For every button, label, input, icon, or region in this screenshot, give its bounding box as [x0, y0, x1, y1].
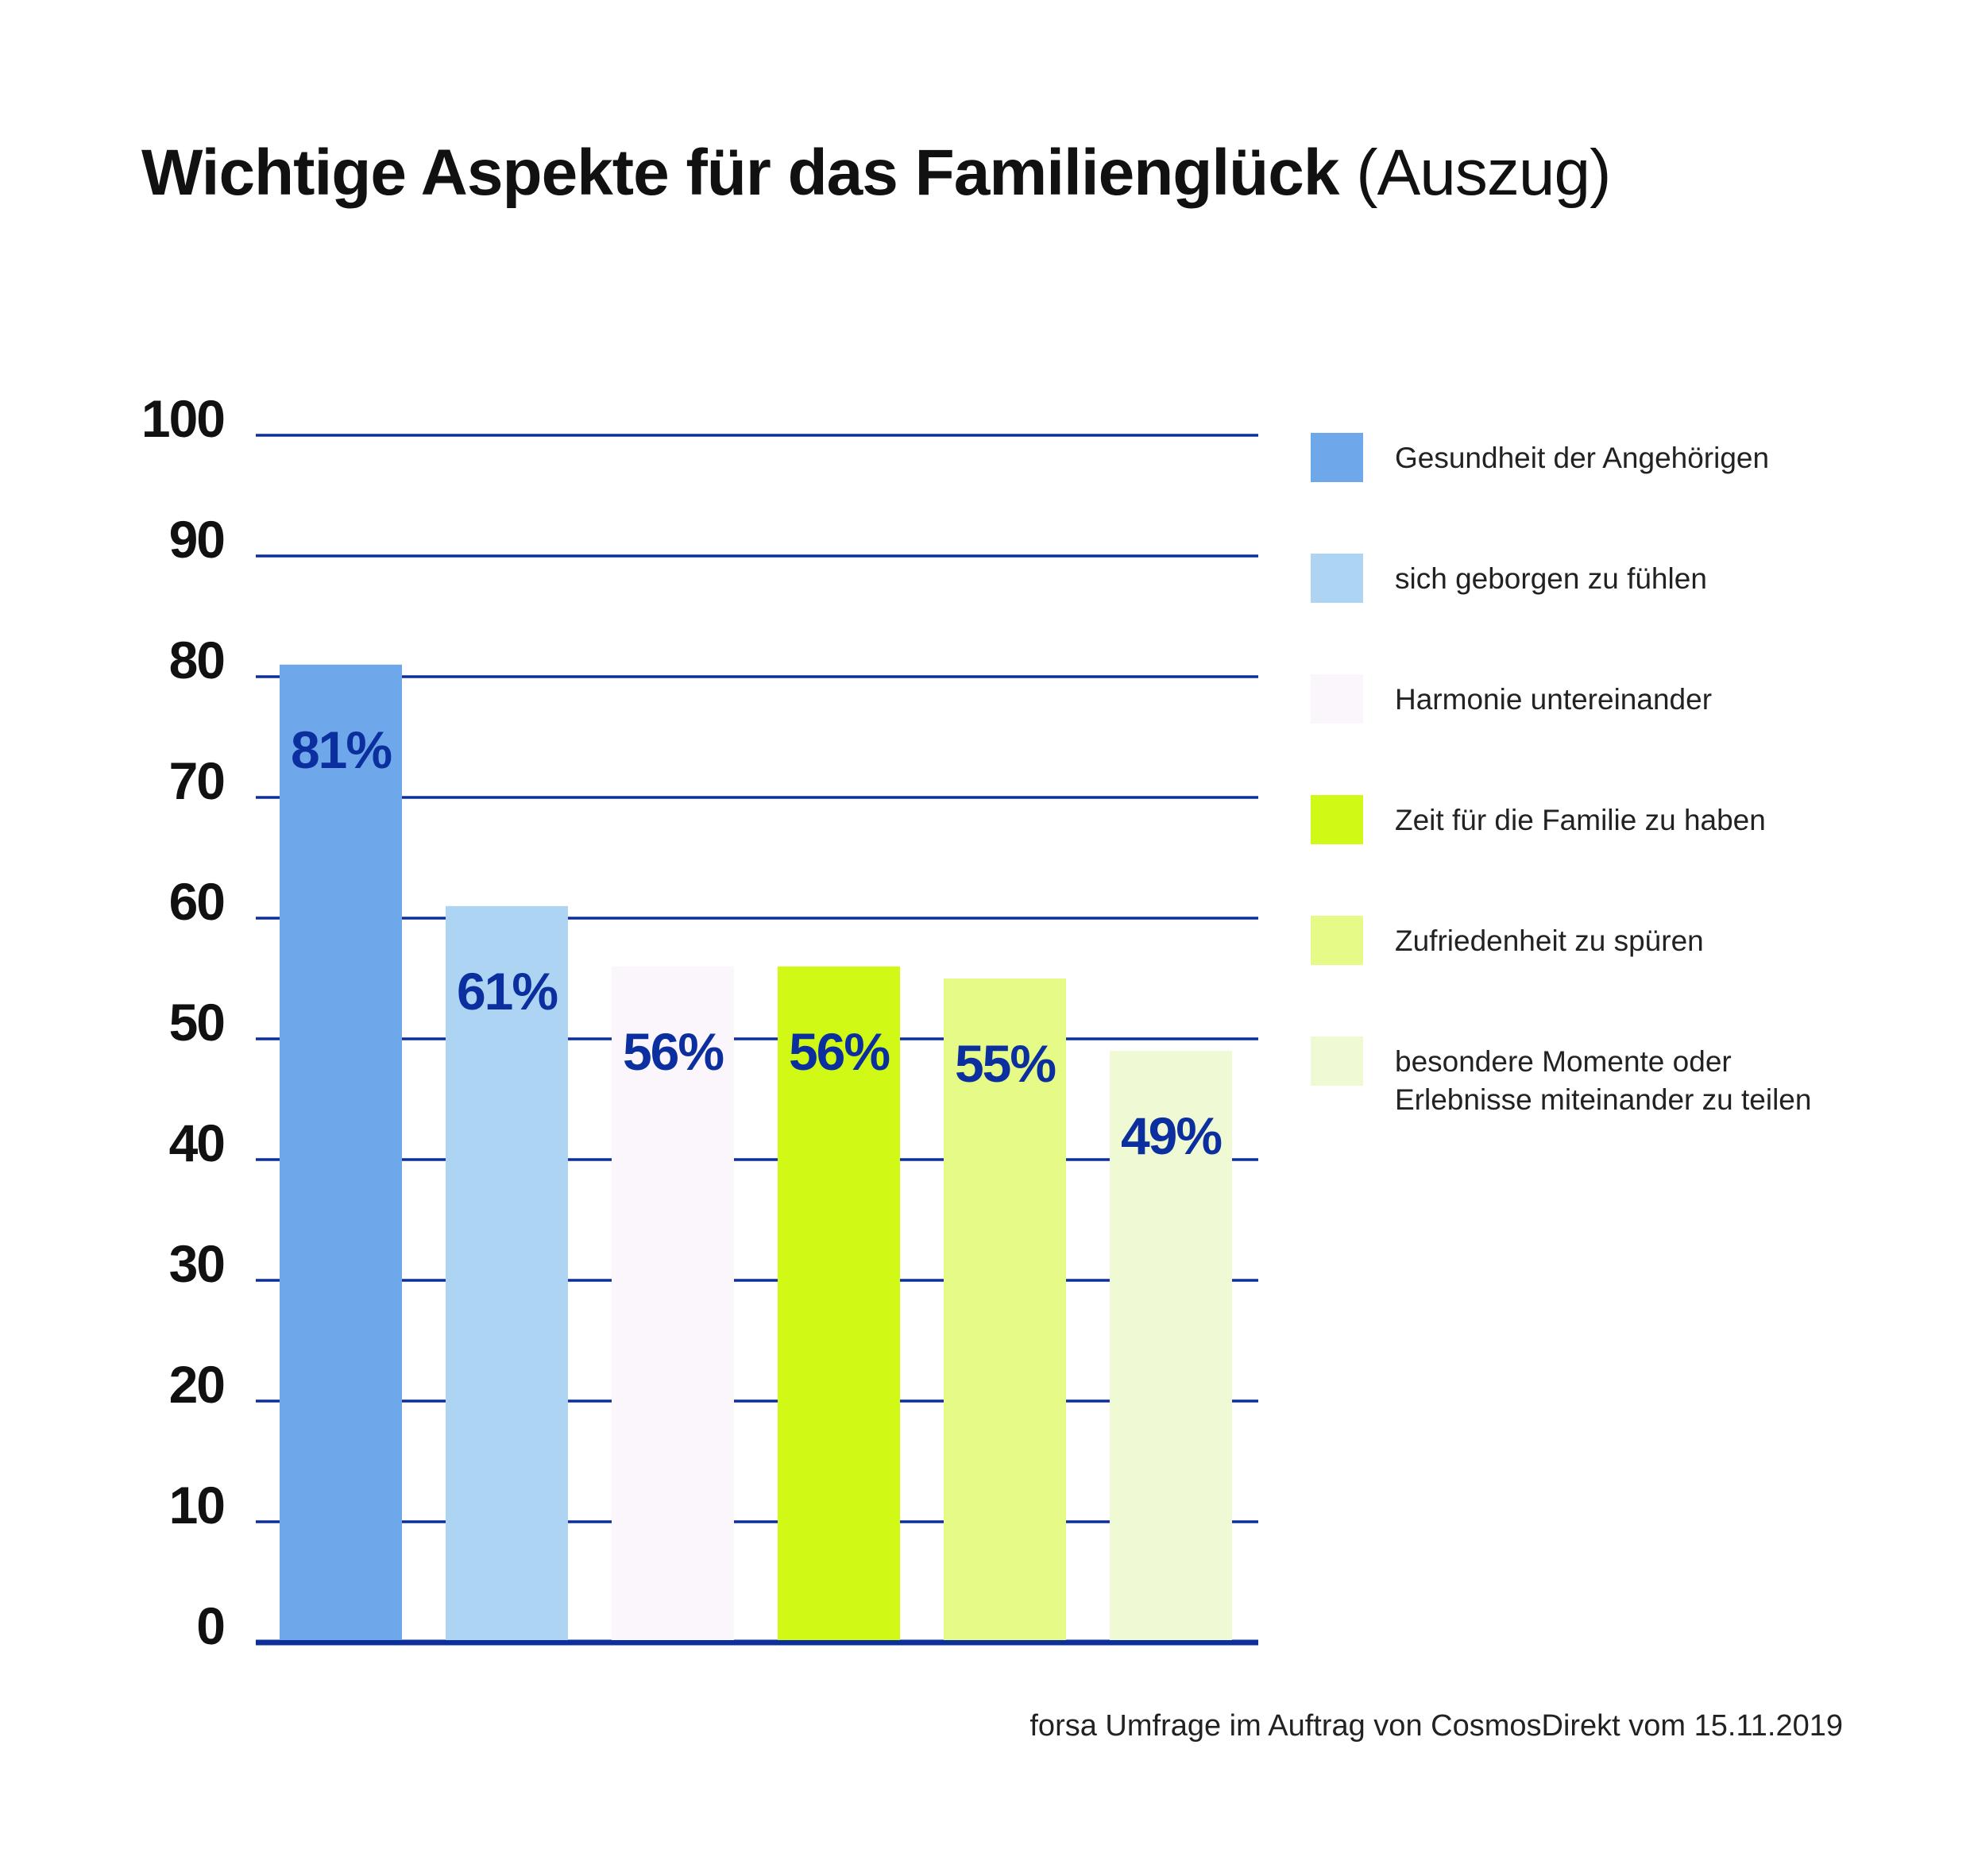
legend-swatch — [1311, 554, 1363, 603]
y-tick-label: 80 — [168, 631, 224, 689]
bar-value-label: 56% — [788, 1021, 890, 1081]
bar-value-label: 61% — [456, 961, 558, 1021]
gridlines — [256, 435, 1258, 1642]
legend-label: Harmonie untereinander — [1395, 683, 1713, 716]
legend-swatch — [1311, 674, 1363, 724]
y-tick-label: 50 — [168, 993, 224, 1052]
bar-value-label: 56% — [622, 1021, 724, 1081]
bar-value-label: 49% — [1120, 1106, 1222, 1166]
y-tick-label: 60 — [168, 872, 224, 931]
legend-label: sich geborgen zu fühlen — [1395, 562, 1707, 595]
bar — [280, 665, 402, 1640]
y-tick-label: 100 — [141, 389, 224, 448]
y-tick-label: 10 — [168, 1476, 224, 1534]
value-labels — [291, 720, 1221, 1165]
bar-value-label: 81% — [290, 720, 392, 779]
y-axis-ticks — [141, 389, 224, 1655]
legend-label: besondere Momente oder Erlebnisse miteinander zu teilen — [1395, 1045, 1812, 1116]
bars — [280, 665, 1232, 1640]
legend-label: Zufriedenheit zu spüren — [1395, 924, 1704, 957]
y-tick-label: 40 — [168, 1114, 224, 1172]
legend-swatch — [1311, 1036, 1363, 1086]
legend-swatch — [1311, 916, 1363, 965]
legend-label: Zeit für die Familie zu haben — [1395, 804, 1766, 836]
source-note: forsa Umfrage im Auftrag von CosmosDirekt vom 15.11.2019 — [1029, 1709, 1843, 1743]
y-tick-label: 0 — [196, 1596, 224, 1655]
y-tick-label: 30 — [168, 1234, 224, 1293]
y-tick-label: 20 — [168, 1355, 224, 1414]
title-main: Wichtige Aspekte für das Familienglück — [141, 137, 1339, 209]
y-tick-label: 90 — [168, 510, 224, 569]
bar-value-label: 55% — [954, 1034, 1056, 1093]
legend-swatch — [1311, 433, 1363, 482]
legend-swatch — [1311, 795, 1363, 844]
title-suffix: (Auszug) — [1356, 137, 1611, 209]
y-tick-label: 70 — [168, 751, 224, 810]
legend-label: Gesundheit der Angehörigen — [1395, 442, 1770, 474]
